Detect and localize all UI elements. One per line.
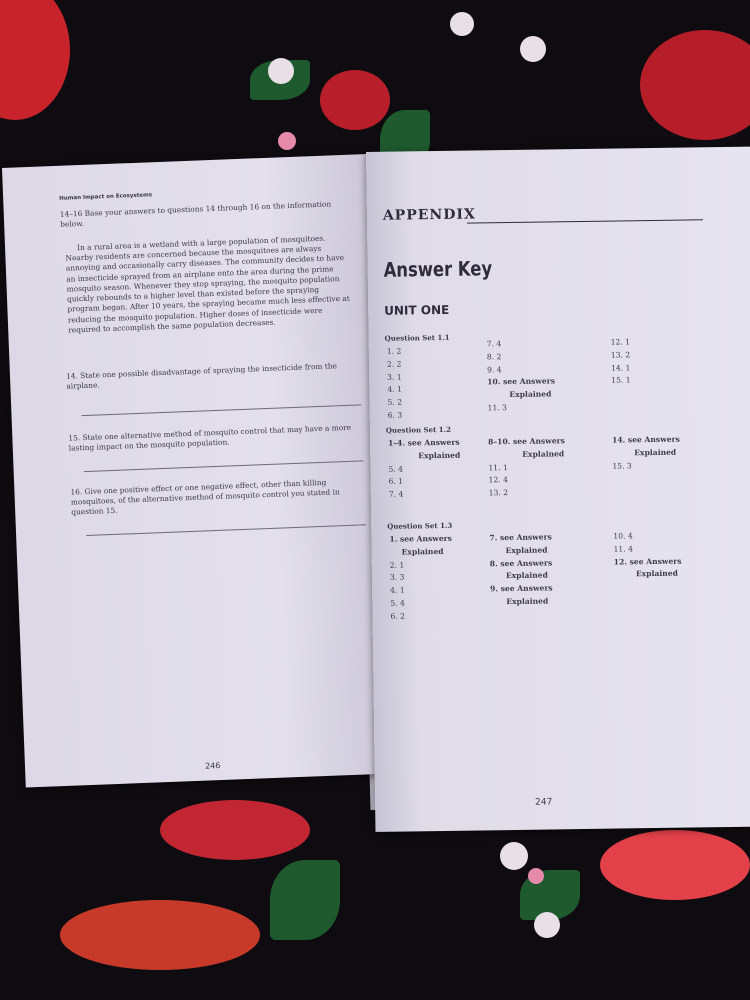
- answer-item: 12. see Answers: [613, 556, 682, 567]
- left-page: [2, 154, 398, 788]
- answer-item: 15. 1: [611, 375, 631, 385]
- answer-item: 6. 2: [390, 611, 406, 621]
- answer-item: 8. 2: [486, 351, 502, 362]
- question-set-title: Question Set 1.3: [387, 520, 453, 531]
- answer-item: Explained: [401, 546, 444, 557]
- answer-item: 1. see Answers: [389, 533, 452, 544]
- answer-item: Explained: [418, 450, 461, 461]
- answer-item: 10. 4: [613, 531, 633, 541]
- answer-item: 2. 1: [389, 560, 405, 570]
- answer-column: [489, 531, 553, 609]
- answer-item: 12. 4: [488, 475, 508, 485]
- unit-title: UNIT ONE: [384, 302, 450, 318]
- answer-item: Explained: [635, 569, 678, 579]
- answer-item: Explained: [522, 449, 565, 459]
- answer-item: 14. see Answers: [611, 434, 680, 445]
- answer-item: 3. 1: [387, 372, 402, 382]
- appendix-title: APPENDIX: [382, 206, 476, 224]
- answer-item: 2. 2: [386, 359, 402, 369]
- answer-column: [611, 336, 631, 387]
- answer-item: 5. 4: [388, 464, 403, 474]
- answer-item: 8. see Answers: [489, 558, 553, 568]
- answer-item: 9. see Answers: [490, 583, 553, 594]
- answer-item: 5. 4: [390, 598, 405, 608]
- question-intro: 14–16 Base your answers to questions 14 through 16 on the information below.: [59, 199, 332, 230]
- title-rule: [467, 219, 703, 223]
- answer-column: [487, 337, 556, 415]
- running-head: Human Impact on Ecosystems: [59, 192, 153, 202]
- answer-item: 3. 3: [389, 572, 405, 583]
- answer-item: 13. 2: [488, 488, 509, 498]
- answer-item: Explained: [505, 545, 548, 555]
- answer-item: Explained: [509, 389, 552, 400]
- answer-item: 5. 2: [387, 397, 403, 407]
- answer-column: [389, 533, 453, 623]
- answer-item: 14. 1: [610, 362, 631, 373]
- answer-item: 8–10. see Answers: [487, 436, 565, 447]
- answer-item: 1. 2: [386, 346, 402, 356]
- answer-line-16[interactable]: [86, 524, 366, 536]
- answer-item: 1–4. see Answers: [388, 437, 460, 448]
- answer-item: 6. 3: [387, 410, 403, 420]
- question-14: 14. State one possible disadvantage of spraying the insecticide from the airplane.: [65, 361, 338, 391]
- right-page: [366, 147, 750, 832]
- answer-column: [612, 434, 680, 473]
- answer-line-14[interactable]: [82, 404, 362, 416]
- passage: In a rural area is a wetland with a large population of mosquitoes. Nearby residents are concerned because the mosquitoes are always annoying and occasionally carry diseases. The community decides to have an insecticide sprayed from an airplane onto the area during the prime mosquito season. Whenever they stop spraying, the mosquito population quickly rebounds to a higher level than existed before the spraying program began. After 10 years, the spraying became much less effective at reducing the mosquito population. Higher doses of insecticide were required to accomplish the same population decreases.: [65, 233, 350, 335]
- answer-item: 12. 1: [610, 337, 631, 347]
- answer-item: Explained: [506, 596, 549, 607]
- answer-line-15[interactable]: [84, 460, 364, 472]
- answer-item: 11. 3: [487, 403, 507, 413]
- answer-column: [613, 530, 681, 582]
- answer-item: 15. 3: [612, 460, 632, 471]
- question-set-title: Question Set 1.1: [384, 332, 450, 343]
- answer-item: 7. 4: [388, 489, 404, 499]
- answer-column: [488, 435, 566, 500]
- page-number-right: 247: [535, 797, 553, 808]
- answer-item: 13. 2: [610, 350, 631, 360]
- answer-item: 10. see Answers: [487, 376, 556, 387]
- answer-item: Explained: [634, 447, 677, 458]
- answer-item: 11. 4: [613, 544, 633, 554]
- answer-item: 4. 1: [390, 585, 405, 595]
- answer-item: 9. 4: [486, 364, 502, 374]
- answer-item: 7. see Answers: [489, 532, 552, 543]
- answer-column: [388, 437, 461, 502]
- question-15: 15. State one alternative method of mosquito control that may have a more lasting impact on the mosquito population.: [68, 422, 352, 453]
- answer-column: [387, 346, 403, 423]
- answer-item: 7. 4: [486, 339, 502, 349]
- answer-item: 6. 1: [388, 476, 404, 487]
- answer-item: 4. 1: [387, 384, 402, 395]
- answer-item: Explained: [505, 570, 548, 581]
- answer-item: 11. 1: [488, 462, 508, 472]
- question-16: 16. Give one positive effect or one negative effect, other than killing mosquitoes, of the alternative method of mosquito control you stated in question 15.: [70, 477, 340, 518]
- answer-key-title: Answer Key: [383, 256, 493, 282]
- page-number-left: 246: [204, 761, 221, 771]
- question-set-title: Question Set 1.2: [385, 424, 451, 435]
